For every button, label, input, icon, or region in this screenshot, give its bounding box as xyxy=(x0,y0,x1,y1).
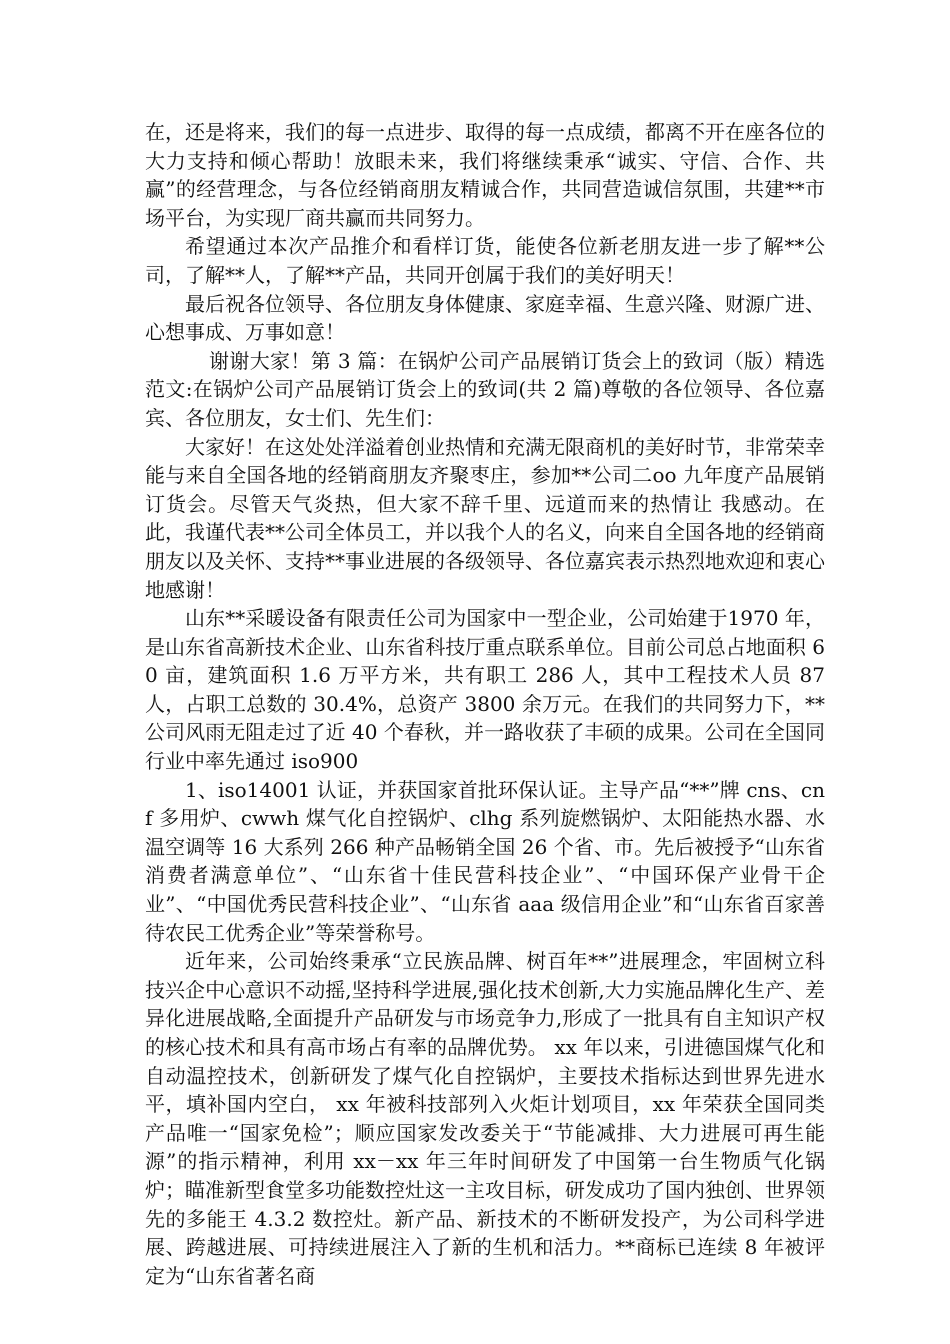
paragraph-certification: 1、iso14001 认证，并获国家首批环保认证。主导产品“**”牌 cns、cnf 多用炉、cwwh 煤气化自控锅炉、clhg 系列旋燃锅炉、太阳能热水器、水温空调等 16 大系列 266 种产品畅销全国 26 个省、市。先后被授予“山东省消费者满意单位”、“山东省十佳民营科技企业”、“中国环保产业骨干企业”、“中国优秀民营科技企业”、“山东省 aaa 级信用企业”和“山东省百家善待农民工优秀企业”等荣誉称号。 xyxy=(145,777,825,945)
paragraph-recent-years: 近年来，公司始终秉承“立民族品牌、树百年**”进展理念，牢固树立科技兴企中心意识不动摇,坚持科学进展,强化技术创新,大力实施品牌化生产、差异化进展战略,全面提升产品研发与市场竞争力,形成了一批具有自主知识产权的核心技术和具有高市场占有率的品牌优势。 xx 年以来，引进德国煤气化和自动温控技术，创新研发了煤气化自控锅炉，主要技术指标达到世界先进水平，填补国内空白， xx 年被科技部列入火炬计划项目，xx 年荣获全国同类产品唯一“国家免检”；顺应国家发改委关于“节能减排、大力进展可再生能源”的指示精神，利用 xx－xx 年三年时间研发了中国第一台生物质气化锅炉；瞄准新型食堂多功能数控灶这一主攻目标，研发成功了国内独创、世界领先的多能王 4.3.2 数控灶。新产品、新技术的不断研发投产，为公司科学进展、跨越进展、可持续进展注入了新的生机和活力。**商标已连续 8 年被评定为“山东省著名商 xyxy=(145,949,825,1288)
paragraph-wishes: 最后祝各位领导、各位朋友身体健康、家庭幸福、生意兴隆、财源广进、心想事成、万事如意！ xyxy=(145,291,825,345)
paragraph-greeting: 大家好！在这处处洋溢着创业热情和充满无限商机的美好时节，非常荣幸能与来自全国各地的经销商朋友齐聚枣庄，参加**公司二oo 九年度产品展销订货会。尽管天气炎热，但大家不辞千里、远道而来的热情让 我感动。在此，我谨代表**公司全体员工，并以我个人的名义，向来自全国各地的经销商朋友以及关怀、支持**事业进展的各级领导、各位嘉宾表示热烈地欢迎和衷心地感谢！ xyxy=(145,434,825,602)
paragraph-section-heading: 谢谢大家！第 3 篇：在锅炉公司产品展销订货会上的致词（版）精选范文:在锅炉公司产品展销订货会上的致词(共 2 篇)尊敬的各位领导、各位嘉宾、各位朋友，女士们、先生们： xyxy=(145,348,825,430)
paragraph-company-intro: 山东**采暖设备有限责任公司为国家中一型企业，公司始建于1970 年，是山东省高新技术企业、山东省科技厅重点联系单位。目前公司总占地面积 60 亩，建筑面积 1.6 万平方米，共有职工 286 人，其中工程技术人员 87 人，占职工总数的 30.4%，总资产 3800 余万元。在我们的共同努力下，**公司风雨无阻走过了近 40 个春秋，并一路收获了丰硕的成果。公司在全国同行业中率先通过 iso900 xyxy=(145,606,825,774)
paragraph-continuation: 在，还是将来，我们的每一点进步、取得的每一点成绩，都离不开在座各位的大力支持和倾心帮助！放眼未来，我们将继续秉承“诚实、守信、合作、共赢”的经营理念，与各位经销商朋友精诚合作，共同营造诚信氛围，共建**市场平台，为实现厂商共赢而共同努力。 xyxy=(145,120,825,230)
document-body xyxy=(145,118,825,1290)
paragraph-hope: 希望通过本次产品推介和看样订货，能使各位新老朋友进一步了解**公司，了解**人，了解**产品，共同开创属于我们的美好明天！ xyxy=(145,234,825,287)
